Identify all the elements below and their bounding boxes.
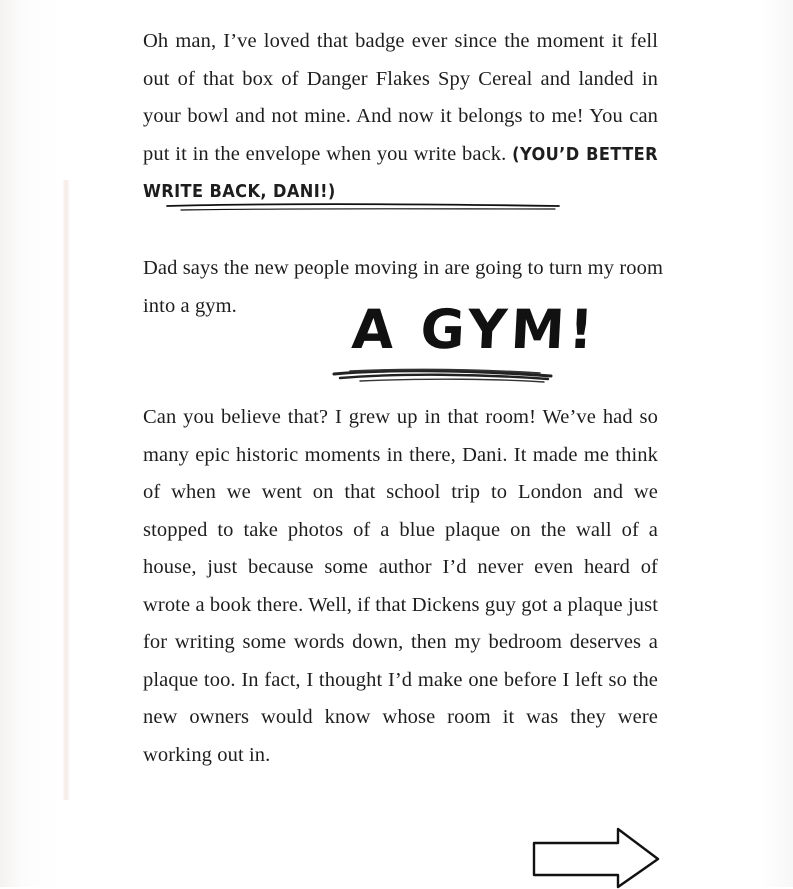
right-arrow-icon[interactable] bbox=[530, 825, 662, 889]
paragraph-plaque-text: Can you believe that? I grew up in that room! We’ve had so many epic historic moments in there, Dani. It made me think of when we went on that school trip to London and we stopped to take photos of a blue plaque on the wall of a house, just because some author I’d never even heard of wrote a book there. Well, if that Dickens guy got a plaque just for writing some words down, then my bedroom deserves a plaque too. In fact, I thought I’d make one before I left so the new owners would know whose room it was they were working out in. bbox=[143, 406, 658, 766]
paragraph-badge-text: Oh man, I’ve loved that badge ever since the moment it fell out of that box of Danger Flakes Spy Cereal and landed in your bowl and not mine. And now it belongs to me! You can put it in the envelope when you write back. bbox=[143, 30, 658, 165]
shout-underline bbox=[330, 362, 555, 386]
paragraph-plaque bbox=[143, 399, 658, 774]
page-edge-shadow bbox=[62, 180, 70, 800]
handwritten-shout: A GYM! bbox=[350, 298, 599, 361]
paragraph-gym-text: Dad says the new people moving in are going to turn my room into a gym. bbox=[143, 257, 663, 317]
paragraph-badge bbox=[143, 23, 658, 211]
aside-underline bbox=[163, 200, 563, 214]
handwritten-aside: (YOU’D BETTER WRITE BACK, DANI!) bbox=[143, 143, 658, 202]
